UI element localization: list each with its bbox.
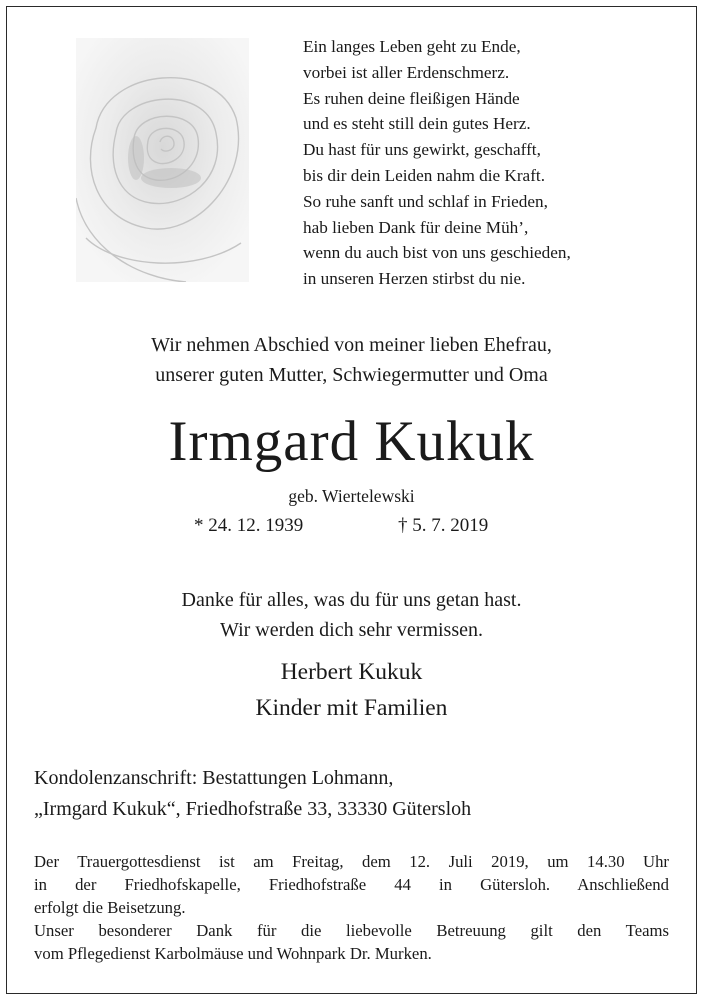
poem-line: So ruhe sanft und schlaf in Frieden, bbox=[303, 191, 548, 211]
condolence-address bbox=[34, 763, 674, 825]
farewell-intro bbox=[0, 330, 703, 390]
poem-line: und es steht still dein gutes Herz. bbox=[303, 114, 531, 134]
service-line: vom Pflegedienst Karbolmäuse und Wohnpark Dr. Murken. bbox=[34, 944, 432, 963]
intro-line: Wir nehmen Abschied von meiner lieben Ehefrau, bbox=[151, 334, 552, 356]
thanks-line: Danke für alles, was du für uns getan hast. bbox=[181, 589, 522, 611]
service-info bbox=[34, 850, 669, 965]
service-line: in der Friedhofskapelle, Friedhofstraße 44 in Gütersloh. Anschließend bbox=[34, 875, 669, 894]
poem-line: Es ruhen deine fleißigen Hände bbox=[303, 88, 520, 108]
intro-line: unserer guten Mutter, Schwiegermutter und Oma bbox=[155, 364, 548, 386]
poem-line: in unseren Herzen stirbst du nie. bbox=[303, 269, 526, 289]
rose-icon bbox=[76, 38, 249, 282]
mourners bbox=[0, 654, 703, 726]
mourner-line: Herbert Kukuk bbox=[280, 659, 423, 685]
poem-line: vorbei ist aller Erdenschmerz. bbox=[303, 62, 510, 82]
service-line: Unser besonderer Dank für die liebevolle Betreuung gilt den Teams bbox=[34, 921, 669, 940]
mourner-line: Kinder mit Familien bbox=[255, 695, 448, 721]
condolence-line: „Irmgard Kukuk“, Friedhofstraße 33, 33330 Gütersloh bbox=[34, 798, 472, 820]
thanks-text bbox=[0, 585, 703, 645]
service-line: erfolgt die Beisetzung. bbox=[34, 898, 186, 917]
poem-line: bis dir dein Leiden nahm die Kraft. bbox=[303, 165, 545, 185]
poem-line: Ein langes Leben geht zu Ende, bbox=[303, 37, 521, 56]
rose-image bbox=[76, 38, 249, 282]
thanks-line: Wir werden dich sehr vermissen. bbox=[220, 619, 483, 641]
death-date: † 5. 7. 2019 bbox=[398, 515, 489, 536]
born-name: geb. Wiertelewski bbox=[288, 486, 415, 506]
condolence-line: Kondolenzanschrift: Bestattungen Lohmann, bbox=[34, 767, 394, 789]
birth-date: * 24. 12. 1939 bbox=[194, 515, 304, 536]
service-line: Der Trauergottesdienst ist am Freitag, dem 12. Juli 2019, um 14.30 Uhr bbox=[34, 852, 669, 871]
poem bbox=[303, 34, 683, 292]
poem-line: wenn du auch bist von uns geschieden, bbox=[303, 243, 571, 263]
deceased-name: Irmgard Kukuk bbox=[168, 410, 535, 473]
poem-line: Du hast für uns gewirkt, geschafft, bbox=[303, 140, 541, 160]
poem-line: hab lieben Dank für deine Müh’, bbox=[303, 217, 529, 237]
